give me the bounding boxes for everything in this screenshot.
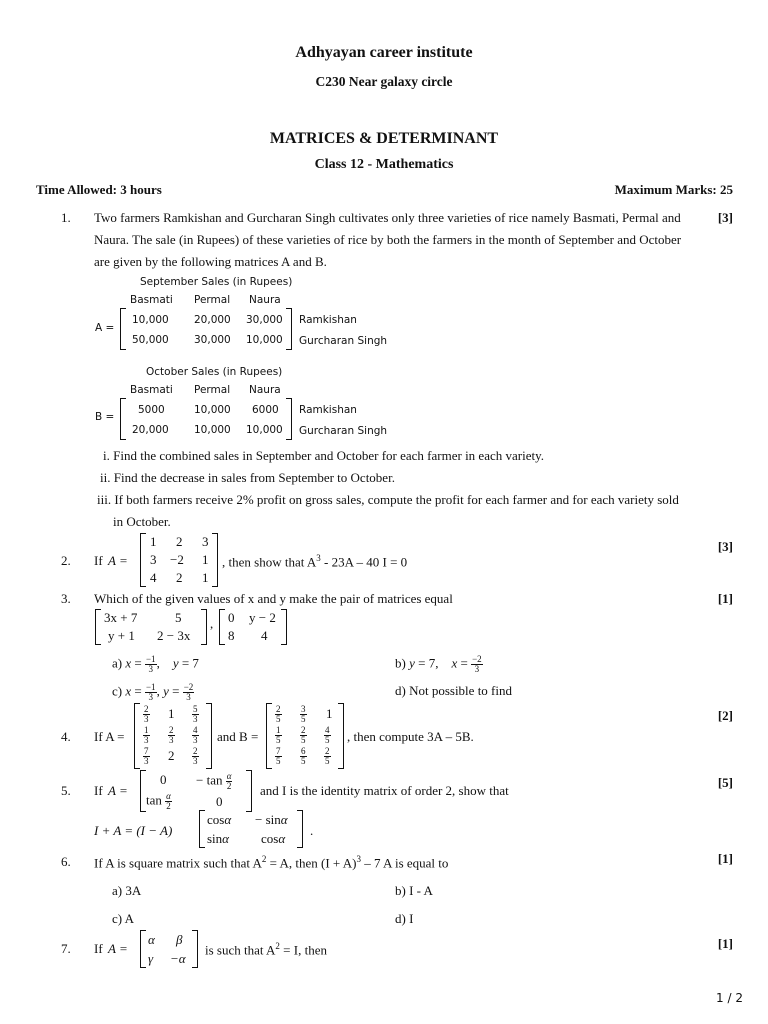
option-label: a) <box>112 655 123 671</box>
question-text: - 23A – 40 I = 0 <box>320 554 408 570</box>
question-marks: [5] <box>717 775 733 790</box>
paper-subtitle: Class 12 - Mathematics <box>314 157 454 172</box>
matrix-cell: 8 <box>228 628 235 643</box>
matrix-cell: 2 <box>176 570 183 585</box>
period: . <box>310 823 314 838</box>
matrix-cell: 5 <box>175 610 182 625</box>
question-text: Naura. The sale (in Rupees) of these varieties of rice by both the farmers in the month of September and October <box>94 232 682 247</box>
question-marks: [3] <box>717 539 733 554</box>
matrix-cell: 3 <box>150 552 157 567</box>
matrix <box>140 533 218 587</box>
option-label: c) <box>112 683 123 699</box>
matrix-a: $\frac{2}{3}$ 1 $\frac{5}{3}$ $\frac{1}{3}$ $\frac{2}{3}$ $\frac{4}{3}$ $\frac{7}{3}$ 2 $\frac{2}{3}$ <box>134 703 212 769</box>
matrix-cell: 3x + 7 <box>104 610 138 625</box>
row-label: Ramkishan <box>299 314 357 326</box>
question-text: If A is square matrix such that A <box>94 855 262 871</box>
matrix-label: B = <box>95 411 115 423</box>
matrix-cell: y − 2 <box>249 610 276 625</box>
question-number: 5. <box>61 783 71 798</box>
question-text: , then compute 3A – 5B. <box>347 729 474 744</box>
question-text: – 7 A is equal to <box>361 855 449 871</box>
question-text: and B = <box>217 729 259 744</box>
matrix-cell: 10,000 <box>246 334 283 346</box>
matrix-cell: 20,000 <box>132 424 169 436</box>
exponent: 3 <box>356 854 362 864</box>
matrix-b <box>120 398 292 440</box>
question-text: Two farmers Ramkishan and Gurcharan Singh cultivates only three varieties of rice namely Basmati, Permal and <box>94 210 681 225</box>
exponent: 2 <box>261 854 267 864</box>
option-a: a) 3A <box>112 883 142 898</box>
option-d: d) Not possible to find <box>395 683 512 698</box>
sub-question: i. Find the combined sales in September and October for each farmer in each variety. <box>103 448 544 463</box>
question-number: 4. <box>61 729 71 744</box>
matrix-cell: 30,000 <box>246 314 283 326</box>
column-header: Naura <box>249 294 281 306</box>
matrix-cell: 3 <box>202 534 209 549</box>
row-label: Ramkishan <box>299 404 357 416</box>
fraction-icon: $\frac{-2}{3}$ <box>183 682 194 702</box>
matrix-cell: 20,000 <box>194 314 231 326</box>
matrix-cell: 2 <box>176 534 183 549</box>
question-text <box>94 854 448 871</box>
sub-question: in October. <box>113 514 171 529</box>
question-number: 1. <box>61 210 71 225</box>
matrix-cell: 50,000 <box>132 334 169 346</box>
question-text: If <box>94 553 103 568</box>
matrix-cell: 5000 <box>138 404 165 416</box>
matrix-cell: 1 <box>202 570 209 585</box>
exponent: 3 <box>316 553 321 563</box>
matrix <box>219 609 287 645</box>
matrix-cell: 1 <box>202 552 209 567</box>
question-text: are given by the following matrices A and B. <box>94 254 327 269</box>
question-number: 2. <box>61 553 71 568</box>
matrix: 0 − tan $\frac{\alpha}{2}$ tan $\frac{\alpha}{2}$ 0 <box>140 770 252 812</box>
fraction-icon: $\frac{-1}{3}$ <box>145 682 156 702</box>
matrix-a <box>120 308 292 350</box>
math-expression: I + A = (I − A) <box>94 823 173 838</box>
option-label: b) <box>395 655 406 671</box>
maximum-marks: Maximum Marks: 25 <box>614 182 733 197</box>
question-number: 6. <box>61 854 71 869</box>
fraction-icon: $\frac{-1}{3}$ <box>145 654 156 674</box>
matrix-cell: 30,000 <box>194 334 231 346</box>
matrix-cell: 10,000 <box>246 424 283 436</box>
matrix-cell: 6000 <box>252 404 279 416</box>
question-number: 3. <box>61 591 71 606</box>
exponent: 2 <box>275 941 280 951</box>
question-text: and I is the identity matrix of order 2, show that <box>260 783 509 798</box>
question-text: , then show that A <box>222 554 317 570</box>
question-marks: [3] <box>717 210 733 225</box>
matrix-cell: −2 <box>170 552 184 567</box>
question-text: Which of the given values of x and y make the pair of matrices equal <box>94 591 453 606</box>
matrix: cosα − sinα sinα cosα <box>199 810 303 848</box>
matrix-cell: 10,000 <box>194 424 231 436</box>
column-header: Basmati <box>130 294 173 306</box>
matrix <box>140 930 198 968</box>
paper-title: MATRICES & DETERMINANT <box>269 130 499 147</box>
september-caption: September Sales (in Rupees) <box>140 276 293 288</box>
question-text: is such that A <box>205 942 276 958</box>
question-text: If <box>94 783 103 798</box>
time-allowed: Time Allowed: 3 hours <box>36 182 162 197</box>
matrix-cell: 4 <box>150 570 157 585</box>
separator: , <box>210 616 214 631</box>
matrix-cell: y + 1 <box>108 628 135 643</box>
matrix-cell: γ <box>148 951 154 966</box>
question-text <box>205 941 327 958</box>
matrix-cell: 2 − 3x <box>157 628 191 643</box>
option-c: c) A <box>112 911 135 926</box>
option-a: a) x = $\frac{-1}{3}$ , y = 7 <box>112 654 199 674</box>
fraction-icon: $\frac{-2}{3}$ <box>472 654 482 674</box>
question-marks: [2] <box>717 708 733 723</box>
matrix-b: $\frac{2}{5}$ $\frac{3}{5}$ 1 $\frac{1}{5}$ $\frac{2}{5}$ $\frac{4}{5}$ $\frac{7}{5}$ $\frac{6}{5}$ $\frac{2}{5}$ <box>266 703 344 769</box>
option-b: b) y = 7, x = $\frac{-2}{3}$ <box>395 654 482 674</box>
question-number: 7. <box>61 941 71 956</box>
matrix-cell: 4 <box>261 628 268 643</box>
column-header: Permal <box>194 294 231 306</box>
matrix-cell: −α <box>170 951 186 966</box>
math-expression: A = <box>108 553 128 568</box>
column-header: Permal <box>194 384 231 396</box>
column-header: Naura <box>249 384 281 396</box>
option-d: d) I <box>395 911 414 926</box>
question-marks: [1] <box>717 851 733 866</box>
matrix-cell: 1 <box>150 534 157 549</box>
matrix <box>95 609 207 645</box>
matrix-cell: β <box>176 932 183 947</box>
matrix-cell: 0 <box>228 610 235 625</box>
math-expression: A = <box>108 941 128 956</box>
column-header: Basmati <box>130 384 173 396</box>
row-label: Gurcharan Singh <box>299 335 388 347</box>
question-text <box>222 553 407 570</box>
matrix-cell: 10,000 <box>132 314 169 326</box>
institute-address: C230 Near galaxy circle <box>315 74 453 89</box>
question-text: If <box>94 941 103 956</box>
option-b: b) I - A <box>395 883 433 898</box>
institute-name: Adhyayan career institute <box>295 44 473 61</box>
question-text: = A, then (I + A) <box>266 855 357 871</box>
sub-question: ii. Find the decrease in sales from September to October. <box>100 470 395 485</box>
matrix-label: A = <box>95 322 115 334</box>
question-text: = I, then <box>279 942 327 958</box>
question-text: If A = <box>94 729 125 744</box>
option-c: c) x = $\frac{-1}{3}$ , y = $\frac{-2}{3}$ <box>112 682 194 702</box>
matrix-cell: 10,000 <box>194 404 231 416</box>
question-marks: [1] <box>717 936 733 951</box>
october-caption: October Sales (in Rupees) <box>146 366 283 378</box>
question-marks: [1] <box>717 591 733 606</box>
sub-question: iii. If both farmers receive 2% profit on gross sales, compute the profit for each farmer and for each variety sold <box>97 492 679 507</box>
page-number: 1 / 2 <box>716 991 743 1005</box>
math-expression: A = <box>108 783 128 798</box>
matrix-cell: α <box>148 932 155 947</box>
row-label: Gurcharan Singh <box>299 425 388 437</box>
